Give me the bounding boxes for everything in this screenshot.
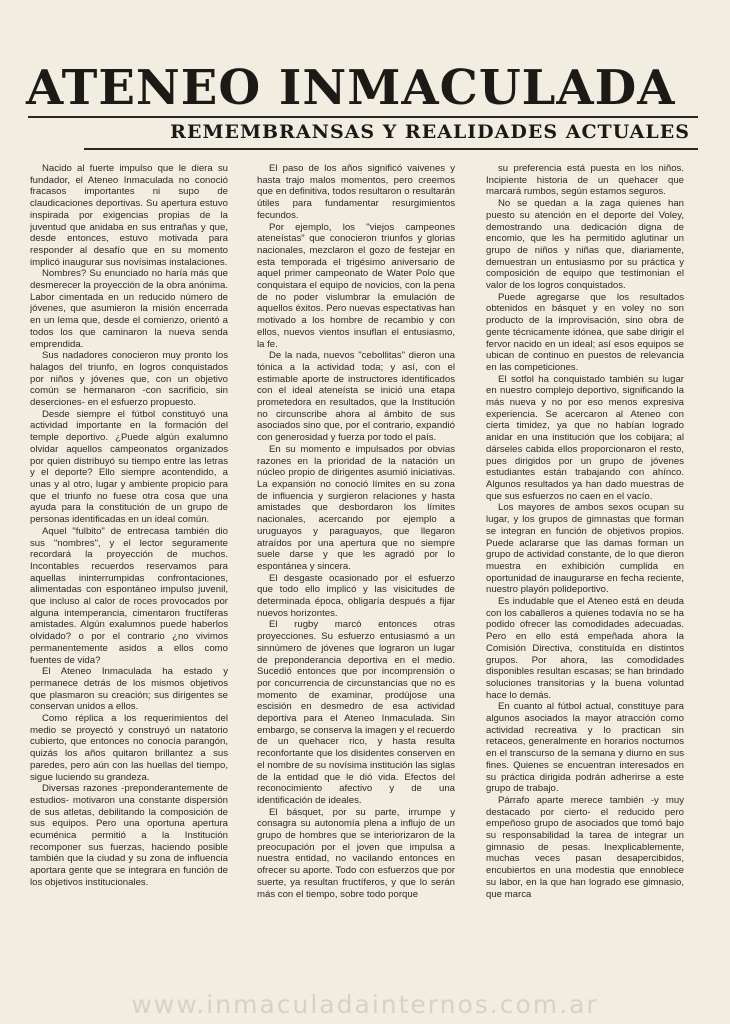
paragraph: El rugby marcó entonces otras proyecciones. Su esfuerzo entusiasmó a un sinnúmero de jóvenes que lograron un lugar de preponderancia deportiva en el medio. Sucedió entonces que por incomprensión o por concurrencia de circunstancias que no es momento de examinar, prodújose una escisión en desmedro de esa actividad deportiva para el Ateneo Inmaculada. Sin embargo, se conserva la imagen y el recuerdo de un quehacer rico, y hasta resulta reconfortante que los disidentes conserven en el nombre de su novísima institución las siglas de la entidad que le dió vida. Efectos del reconocimiento afectivo y de una identificación de ideales. bbox=[257, 619, 455, 806]
paragraph: Sus nadadores conocieron muy pronto los halagos del triunfo, en logros conquistados por niños y jóvenes que, con un objetivo común se hermanaron -con sacrificio, sin deserciones- en el esfuerzo propuesto. bbox=[30, 350, 228, 409]
paragraph: El sotfol ha conquistado también su lugar en nuestro complejo deportivo, significando la más nueva y no por eso menos expresiva experiencia. Se acercaron al Ateneo con cierta timidez, ya que no habían logrado anidar en una institución que los cobijara; al dárseles cabida ellos proporcionaron el resto, pues dirigidos por un grupo de jóvenes estudiantes están trabajando con ahínco. Algunos resultados ya han dado muestras de que sus esfuerzos no caen en el vacío. bbox=[486, 373, 684, 502]
paragraph: Nacido al fuerte impulso que le diera su fundador, el Ateneo Inmaculada no conoció fracasos importantes ni supo de claudicaciones deportivas. Su apertura estuvo inspirada por exigencias propias de la juventud que anidaba en sus entrañas y que, desde entonces, estuvo motivada para responder al desafío que en su momento implicó inaugurar sus novísimas instalaciones. bbox=[30, 163, 228, 268]
paragraph: Nombres? Su enunciado no haría más que desmerecer la proyección de la obra anónima. Labor cimentada en un reducido número de jóvenes, que asumieron la misión encerrada en un lema que, desde el comienzo, orientó a todos los que caminaron la nueva senda emprendida. bbox=[30, 268, 228, 350]
paragraph: Es indudable que el Ateneo está en deuda con los caballeros a quienes todavía no se ha podido ofrecer las comodidades adecuadas. Pero en ello está empeñada ahora la Comisión Directiva, constituída en distintos grupos. Por ahora, las comodidades disponibles resultan escasas; se han brindado soluciones transitorias y la buena voluntad hace lo demás. bbox=[486, 596, 684, 701]
paragraph: El desgaste ocasionado por el esfuerzo que todo ello implicó y las visicitudes de determinada época, obligaría después a fijar nuevos horizontes. bbox=[257, 572, 455, 619]
paragraph: Puede agregarse que los resultados obtenidos en básquet y en voley no son producto de la improvisación, sino obra de gente técnicamente idónea, que sabe dirigir el fervor nacido en un ideal; así esos equipos se ubican de continuo en puestos de relevancia en las competiciones. bbox=[486, 291, 684, 373]
text-column-1 bbox=[30, 163, 228, 981]
paragraph: De la nada, nuevos "cebollitas" dieron una tónica a la actividad toda; y así, con el estimable aporte de instructores identificados con el ideal ateneísta se inició una etapa prometedora en resultados, que la Institución no circunscribe ahora al ámbito de sus asociados sino que, por el contrario, expandió con generosidad y fuerza por todo el país. bbox=[257, 350, 455, 444]
article-subtitle: REMEMBRANSAS Y REALIDADES ACTUALES bbox=[170, 121, 690, 143]
article-title: ATENEO INMACULADA bbox=[26, 60, 676, 116]
paragraph: Desde siempre el fútbol constituyó una actividad importante en la formación del temple deportivo. ¿Puede algún exalumno olvidar aquellos campeonatos organizados por quien distribuyó su tiempo entre las letras y el deporte? Ello siempre acontendido, a unas y al otro, lugar y ambiente propicio para que el triunfo no fuese otra cosa que una ayuda para la constitución de un grupo de personas identificadas en un ideal común. bbox=[30, 408, 228, 526]
paragraph: En su momento e impulsados por obvias razones en la prioridad de la natación un núcleo propio de dirigentes asumió iniciativas. La expansión no conoció límites en su zona de influencia y surgieron relaciones y hasta amistades que desbordaron los límites nacionales, acercando por ejemplo a uruguayos y paraguayos, que llegaron atraídos por una apertura que no siempre suele darse y que les agradó por lo espontánea y sincera. bbox=[257, 443, 455, 572]
paragraph: Por ejemplo, los "viejos campeones ateneístas" que conocieron triunfos y glorias nacionales, mezclaron el gozo de festejar en esta temporada el trigésimo aniversario de aquel primer campeonato de Water Polo que conquistara el equipo de novicios, con la pena de no poder vislumbrar la emulación de aquellos éxitos. Pero nuevas espectativas han motivado a los hombre de recambio y con ellos, nuevos vientos insuflan el entusiasmo, la fe. bbox=[257, 221, 455, 350]
paragraph: su preferencia está puesta en los niños. Incipiente historia de un quehacer que marcará rumbos, según estamos seguros. bbox=[486, 163, 684, 198]
paragraph: Diversas razones -preponderantemente de estudios- motivaron una constante dispersión de sus atletas, debilitando la composición de sus equipos. Pero una oportuna apertura ecuménica permitió a la Institución recomponer sus fuerzas, haciendo posible también que la ciudad y su zona de influencia aportara gente que se integrara en función de los objetivos institucionales. bbox=[30, 783, 228, 888]
paragraph: Aquel "fulbito" de entrecasa también dio sus "nombres", y el lector seguramente recordará la proyección de muchos. Incontables recuerdos reservamos para aquellas ininterrumpidas confrontaciones, alimentadas con espontáneo impulso juvenil, que incluso al calor de roces provocados por alguna intemperancia, cimentaron fructíferas amistades. Algún exalumnos puede haberlos olvidado? o por el contrario ¿no vivimos permanentemente asidos a ellos como fuentes de vida? bbox=[30, 525, 228, 666]
site-watermark: www.inmaculadainternos.com.ar bbox=[131, 990, 599, 1019]
paragraph: Los mayores de ambos sexos ocupan su lugar, y los grupos de gimnastas que forman se integran en función de objetivos propios. Puede aclararse que las damas forman un grupo de actividad constante, de lo que dieron muestra en exhibición cumplida en oportunidad de inaugurarse en fecha reciente, nuestro playón polideportivo. bbox=[486, 502, 684, 596]
paragraph: En cuanto al fútbol actual, constituye para algunos asociados la mayor atracción como actividad recreativa y lo practican sin retaceos, generalmente en horarios nocturnos en el transcurso de la semana y diurno en sus fines. Quienes se encuentran interesados en su práctica dirigida podrán adherirse a este grupo de trabajo. bbox=[486, 701, 684, 795]
paragraph: No se quedan a la zaga quienes han puesto su atención en el deporte del Voley, demostrando una dedicación digna de encomio, que les ha permitido aglutinar un grupo de niños y niñas que, diariamente, demuestran un entusiasmo por su práctica y composición de equipo que testimonian el valor de los logros conquistados. bbox=[486, 198, 684, 292]
text-column-2 bbox=[257, 163, 455, 981]
paragraph: El paso de los años significó vaivenes y hasta trajo malos momentos, pero creemos que en definitiva, todos resultaron o resultarán útiles para fundamentar resurgimientos fecundos. bbox=[257, 163, 455, 221]
paragraph: El básquet, por su parte, irrumpe y consagra su autonomía plena a influjo de un grupo de hombres que se interiorizaron de la preocupación por el joven que impulsa a nuestra entidad, no vacilando entonces en ofrecer su aporte. Todo con esfuerzos que por suerte, ya resultan fructíferos, y que lo serán más con el tiempo, sobre todo porque bbox=[257, 806, 455, 900]
paragraph: El Ateneo Inmaculada ha estado y permanece detrás de los mismos objetivos que plasmaron su creación; sus dirigentes se conservan unidos a ellos. bbox=[30, 666, 228, 713]
paragraph: Párrafo aparte merece también -y muy destacado por cierto- el reducido pero empeñoso grupo de asociados que tomó bajo su responsabilidad la tarea de integrar un gimnasio de pesas. Inexplicablemente, muchas veces pasan desapercibidos, encubiertos en una modestia que ennoblece su labor, en la que han logrado ese gimnasio, que marca bbox=[486, 794, 684, 900]
text-column-3 bbox=[486, 163, 684, 981]
subtitle-rule bbox=[84, 148, 698, 150]
paragraph: Como réplica a los requerimientos del medio se proyectó y construyó un natatorio cubierto, que entonces no conocía parangón, quizás los años quitaron brillantez a sus paredes, pero aún con las huellas del tiempo, sigue luciendo su grandeza. bbox=[30, 713, 228, 783]
